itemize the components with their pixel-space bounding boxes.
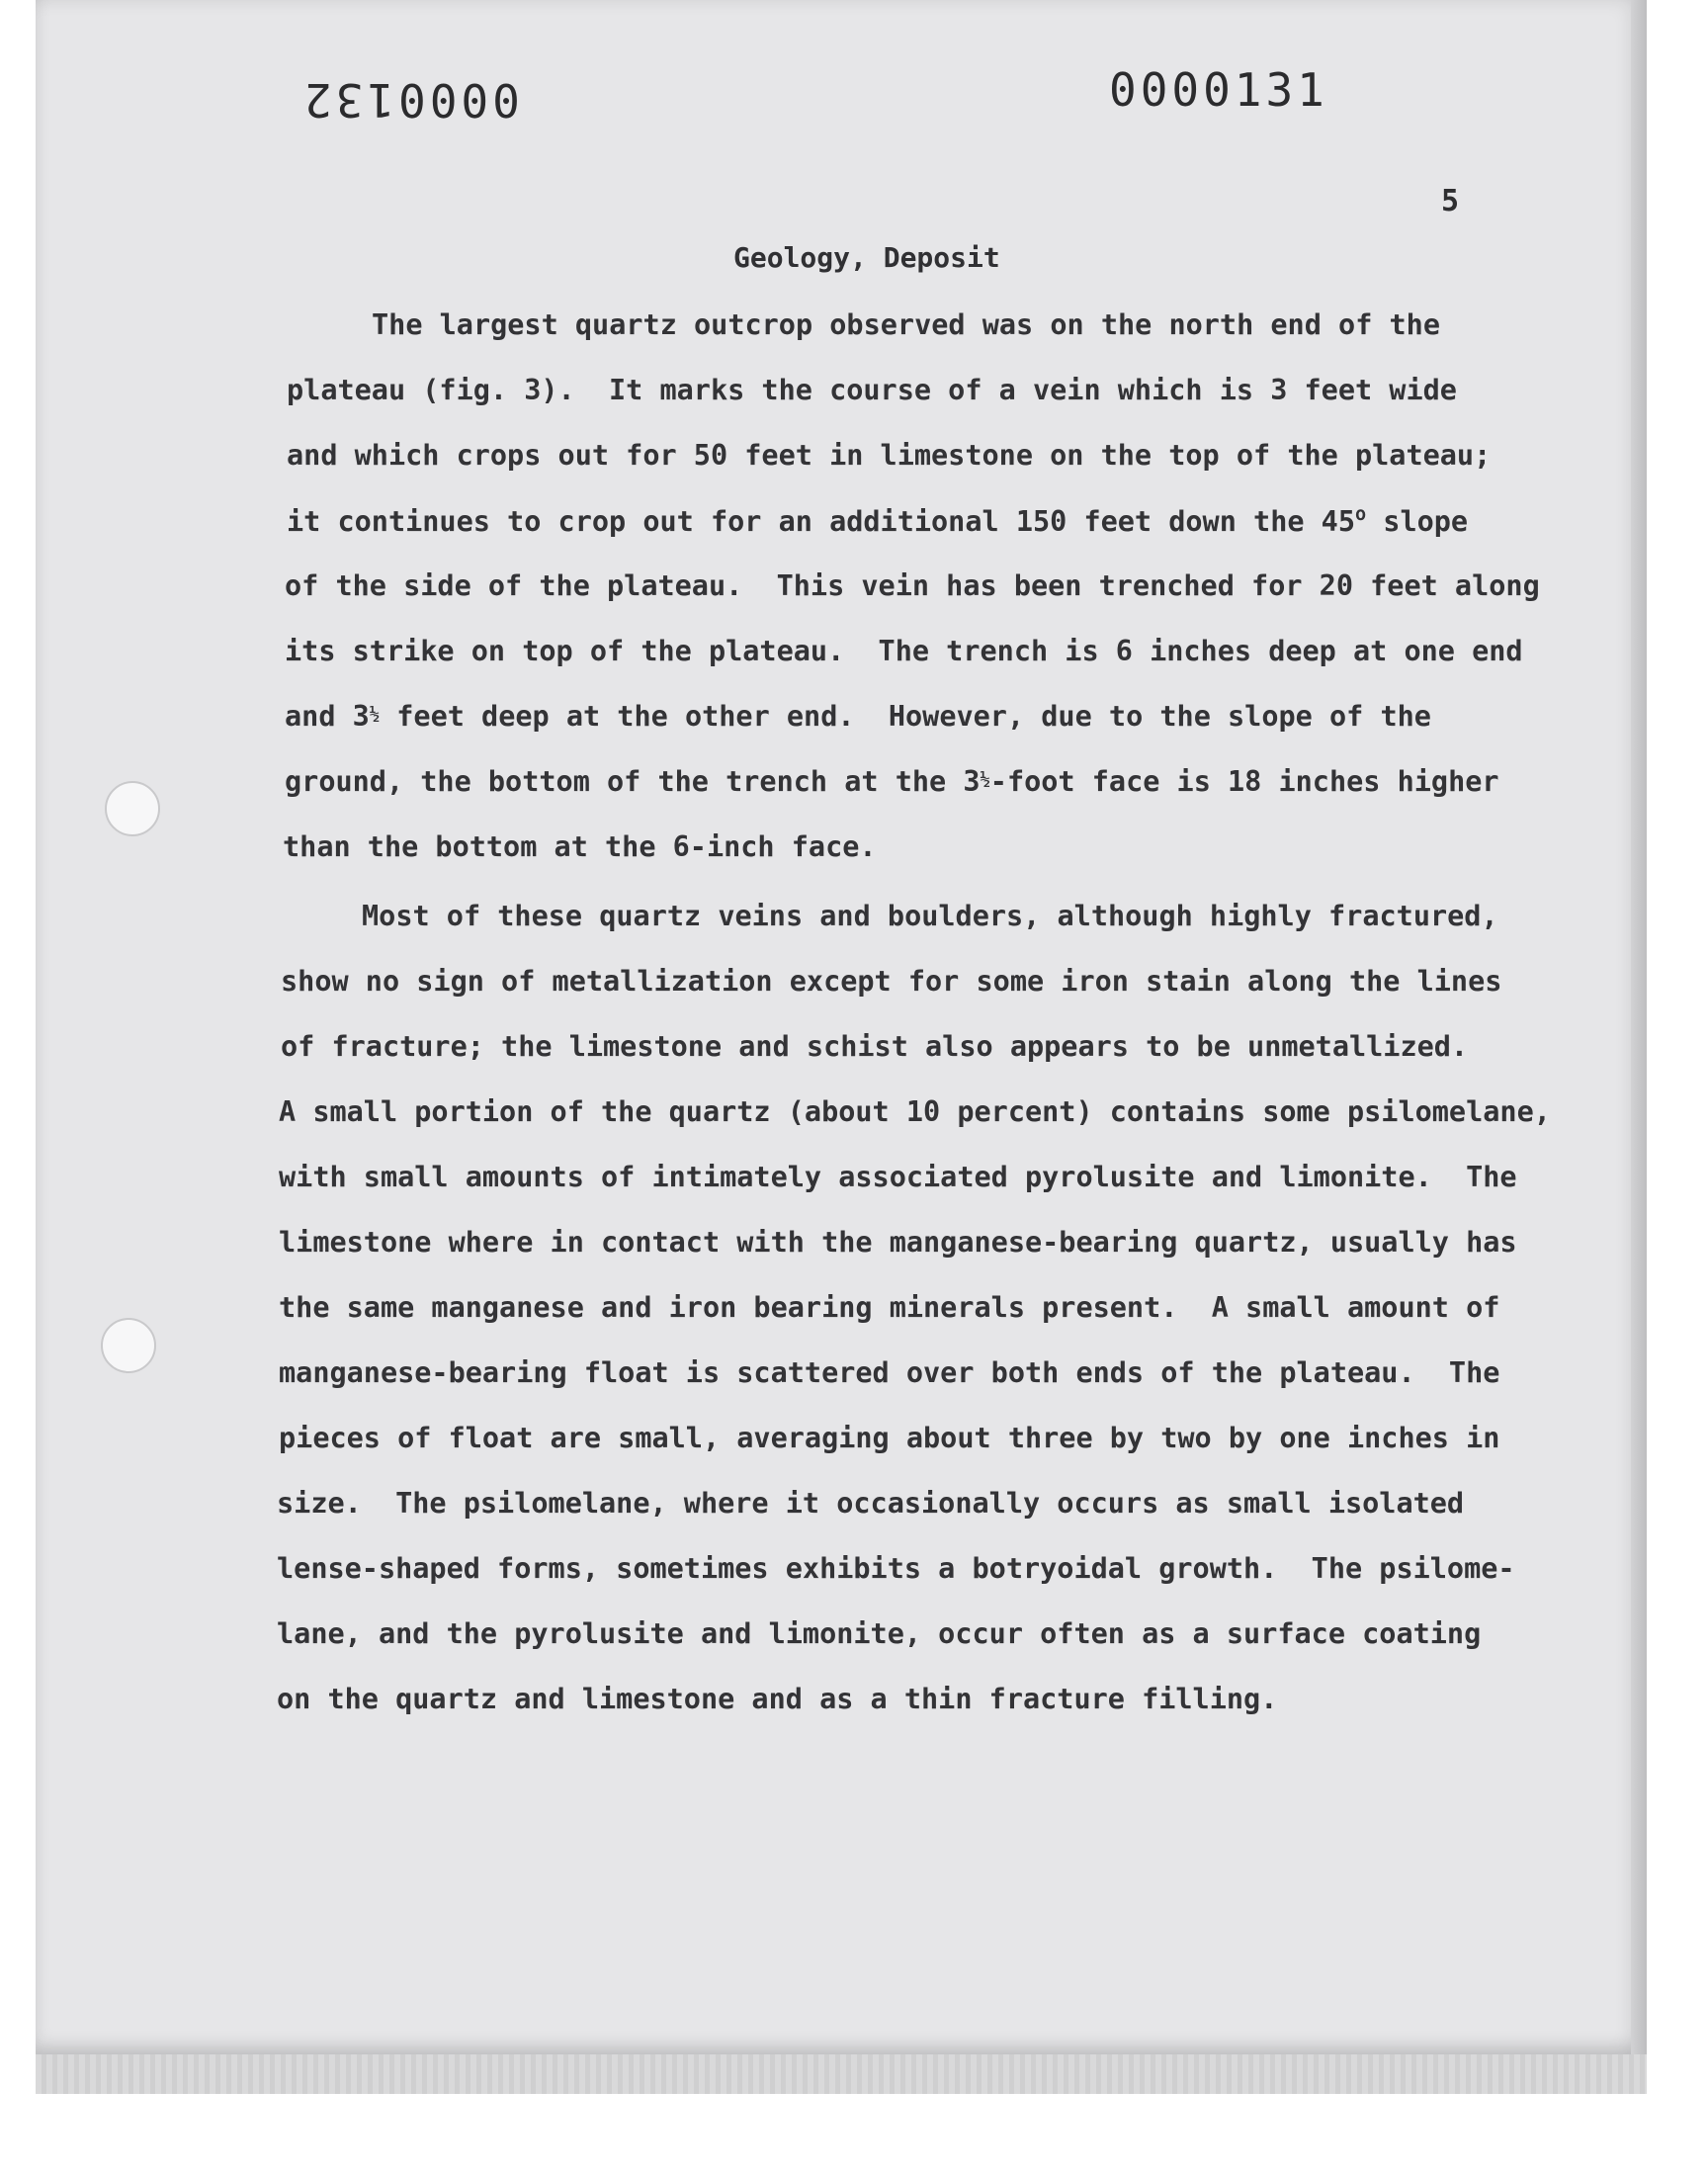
line-text-continued: -foot face is 18 inches higher [989,765,1499,798]
line-text: limestone where in contact with the manganese-bearing quartz, usually has [279,1226,1517,1259]
text-line [287,374,1457,406]
page-number: 5 [1441,184,1460,218]
line-text-continued: slope [1366,505,1469,539]
text-line [277,1617,1481,1650]
fraction-half: ½ [369,705,381,726]
line-text: A small portion of the quartz (about 10 percent) contains some psilomelane, [279,1095,1551,1128]
line-text: show no sign of metallization except for some iron stain along the lines [281,965,1502,998]
text-line [279,1422,1499,1454]
line-text: Most of these quartz veins and boulders, although highly fractured, [362,900,1498,932]
text-line [279,1095,1551,1128]
text-line [279,1161,1517,1193]
text-line [285,635,1523,667]
line-text: its strike on top of the plateau. The trench is 6 inches deep at one end [285,635,1523,667]
line-text: pieces of float are small, averaging about three by two by one inches in [279,1422,1500,1454]
line-text: The largest quartz outcrop observed was on the north end of the [372,308,1440,341]
text-line [285,569,1540,602]
line-text: ground, the bottom of the trench at the 3 [285,765,981,798]
text-line [287,439,1491,472]
line-text: on the quartz and limestone and as a thin fracture filling. [277,1683,1278,1715]
line-text: size. The psilomelane, where it occasionally occurs as small isolated [277,1487,1465,1520]
line-text: than the bottom at the 6-inch face. [283,830,877,863]
text-line [277,1683,1277,1715]
line-text: manganese-bearing float is scattered over both ends of the plateau. The [279,1356,1500,1389]
line-text: of the side of the plateau. This vein has been trenched for 20 feet along [285,569,1540,602]
text-line [362,900,1498,932]
line-text: and 3 [285,700,370,733]
document-stamp-upside-down: 0000132 [300,73,520,127]
text-line [279,1226,1517,1259]
line-text: and which crops out for 50 feet in limestone on the top of the plateau; [287,439,1492,472]
line-text: plateau (fig. 3). It marks the course of a vein which is 3 feet wide [287,374,1457,406]
line-text: lense-shaped forms, sometimes exhibits a botryoidal growth. The psilome- [277,1552,1515,1585]
degree-superscript: o [1354,504,1367,525]
text-line [287,504,1468,538]
line-text: of fracture; the limestone and schist also appears to be unmetallized. [281,1030,1469,1063]
text-line [372,308,1440,341]
text-line [281,1030,1468,1063]
punch-hole-upper [105,781,160,836]
scan-edge-bottom [36,2054,1647,2094]
line-text: it continues to crop out for an additional 150 feet down the 45 [287,505,1355,539]
text-line [285,700,1431,733]
punch-hole-lower [101,1318,156,1373]
line-text: lane, and the pyrolusite and limonite, occur often as a surface coating [277,1617,1482,1650]
line-text-continued: feet deep at the other end. However, due to the slope of the [380,700,1431,733]
text-line [279,1356,1499,1389]
text-line [277,1552,1515,1585]
text-line [281,965,1501,998]
line-text: the same manganese and iron bearing minerals present. A small amount of [279,1291,1500,1324]
document-stamp: 0000131 [1109,63,1328,117]
text-line [283,830,877,863]
text-line [285,765,1499,798]
fraction-half: ½ [980,770,990,791]
text-line [279,1291,1499,1324]
text-line [277,1487,1464,1520]
line-text: with small amounts of intimately associated pyrolusite and limonite. The [279,1161,1517,1193]
scan-edge-right [1631,0,1647,2056]
section-heading: Geology, Deposit [733,241,1000,274]
